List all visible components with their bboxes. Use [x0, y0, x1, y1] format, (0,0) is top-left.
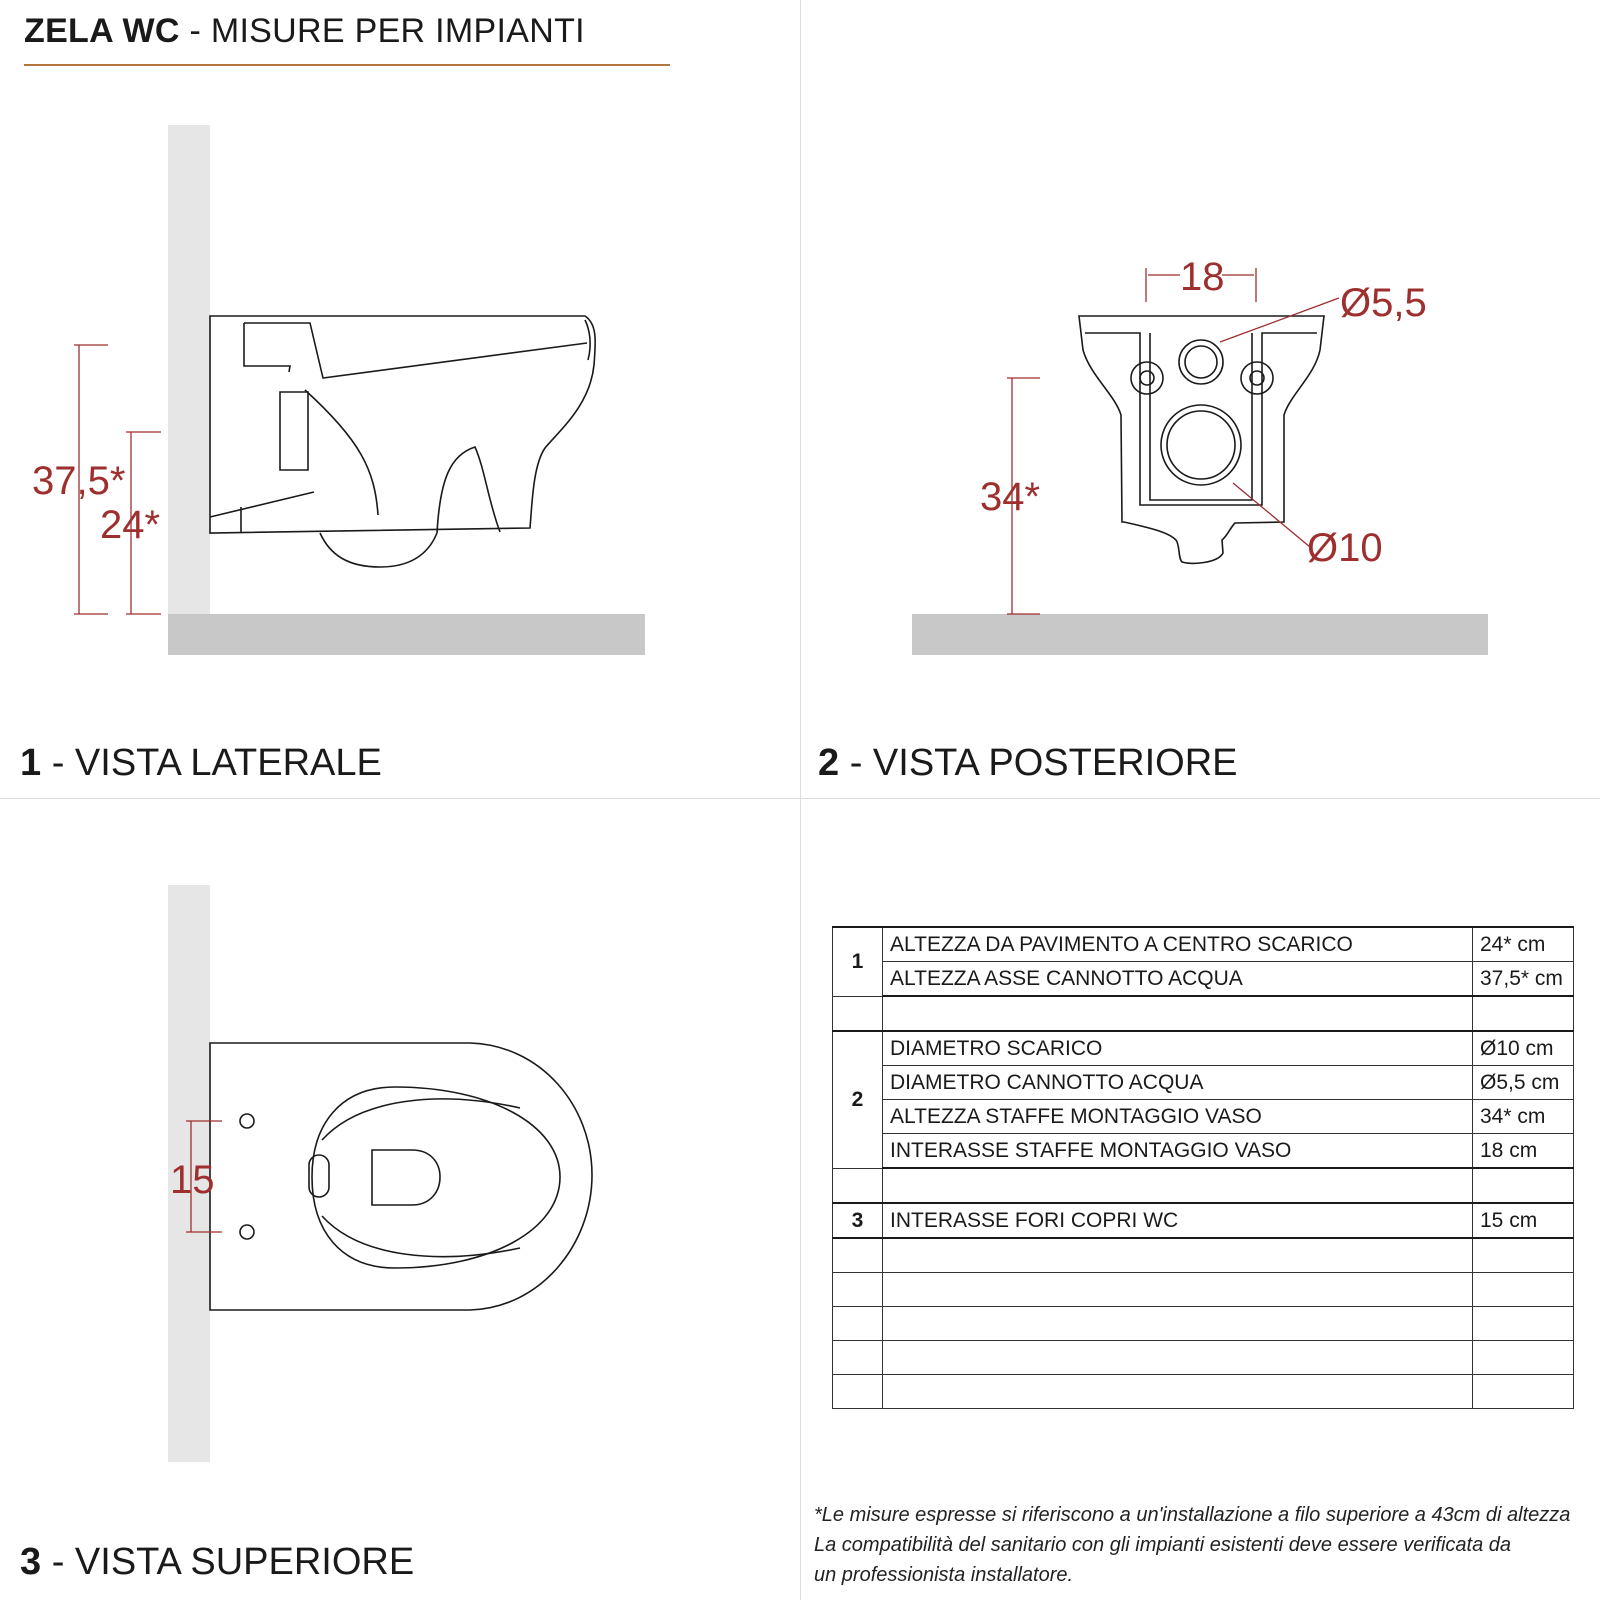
top-toilet-outline [210, 1043, 592, 1310]
caption-rear-label: - VISTA POSTERIORE [839, 742, 1238, 784]
dim-water-height-label: 37,5* [32, 459, 126, 503]
table-row-empty [833, 1375, 1574, 1409]
title-product: ZELA WC [24, 12, 180, 50]
footnote-line-2: La compatibilità del sanitario con gli impianti esistenti deve essere verificata da [814, 1534, 1512, 1556]
group-1-number: 1 [833, 927, 883, 996]
table-row-empty [833, 1238, 1574, 1273]
row-value: 37,5* cm [1473, 962, 1574, 997]
table-row-empty [833, 1168, 1574, 1203]
table-row-empty [833, 996, 1574, 1031]
caption-top-label: - VISTA SUPERIORE [41, 1541, 415, 1583]
table-row-empty [833, 1307, 1574, 1341]
row-desc: ALTEZZA STAFFE MONTAGGIO VASO [883, 1100, 1473, 1134]
row-value: 34* cm [1473, 1100, 1574, 1134]
caption-side-view [20, 742, 382, 785]
table-row [833, 1203, 1574, 1238]
row-value: Ø10 cm [1473, 1031, 1574, 1066]
dim-bracket-spacing-label: 18 [1180, 255, 1225, 299]
caption-top-number: 3 [20, 1541, 42, 1583]
row-value: Ø5,5 cm [1473, 1066, 1574, 1100]
row-desc: INTERASSE STAFFE MONTAGGIO VASO [883, 1134, 1473, 1169]
side-toilet-outline [210, 316, 595, 567]
footnote [814, 1500, 1594, 1590]
rear-floor [912, 614, 1488, 655]
caption-rear-view [818, 742, 1238, 785]
table-row [833, 927, 1574, 962]
row-desc: DIAMETRO CANNOTTO ACQUA [883, 1066, 1473, 1100]
table-row [833, 962, 1574, 997]
row-desc: INTERASSE FORI COPRI WC [883, 1203, 1473, 1238]
top-view-drawing [168, 885, 592, 1462]
rear-dimension-lines [1007, 268, 1339, 614]
row-value: 15 cm [1473, 1203, 1574, 1238]
group-2-number: 2 [833, 1031, 883, 1168]
side-wall [168, 125, 210, 615]
footnote-line-1: *Le misure espresse si riferiscono a un'installazione a filo superiore a 43cm di altezza [814, 1504, 1571, 1526]
table-row-empty [833, 1341, 1574, 1375]
row-value: 18 cm [1473, 1134, 1574, 1169]
rear-view-drawing [912, 255, 1488, 655]
caption-top-view [20, 1541, 414, 1584]
dim-drain-height-label: 24* [100, 503, 161, 547]
rear-toilet-outline [1079, 316, 1324, 563]
table-row [833, 1134, 1574, 1169]
dim-water-pipe-label: Ø5,5 [1340, 281, 1427, 325]
caption-side-number: 1 [20, 742, 42, 784]
footnote-line-3: un professionista installatore. [814, 1564, 1074, 1586]
dim-drain-label: Ø10 [1307, 526, 1383, 570]
dim-seat-holes-label: 15 [170, 1158, 215, 1202]
row-value: 24* cm [1473, 927, 1574, 962]
title-subtitle: - MISURE PER IMPIANTI [179, 12, 585, 50]
table-row [833, 1100, 1574, 1134]
row-desc: ALTEZZA DA PAVIMENTO A CENTRO SCARICO [883, 927, 1473, 962]
side-view-drawing [32, 125, 645, 655]
dim-bracket-height-label: 34* [980, 475, 1041, 519]
row-desc: DIAMETRO SCARICO [883, 1031, 1473, 1066]
table-row [833, 1066, 1574, 1100]
caption-rear-number: 2 [818, 742, 840, 784]
table-row [833, 1031, 1574, 1066]
measurements-table [832, 926, 1574, 1409]
group-3-number: 3 [833, 1203, 883, 1238]
table-row-empty [833, 1273, 1574, 1307]
row-desc: ALTEZZA ASSE CANNOTTO ACQUA [883, 962, 1473, 997]
caption-side-label: - VISTA LATERALE [41, 742, 382, 784]
side-floor [168, 614, 645, 655]
